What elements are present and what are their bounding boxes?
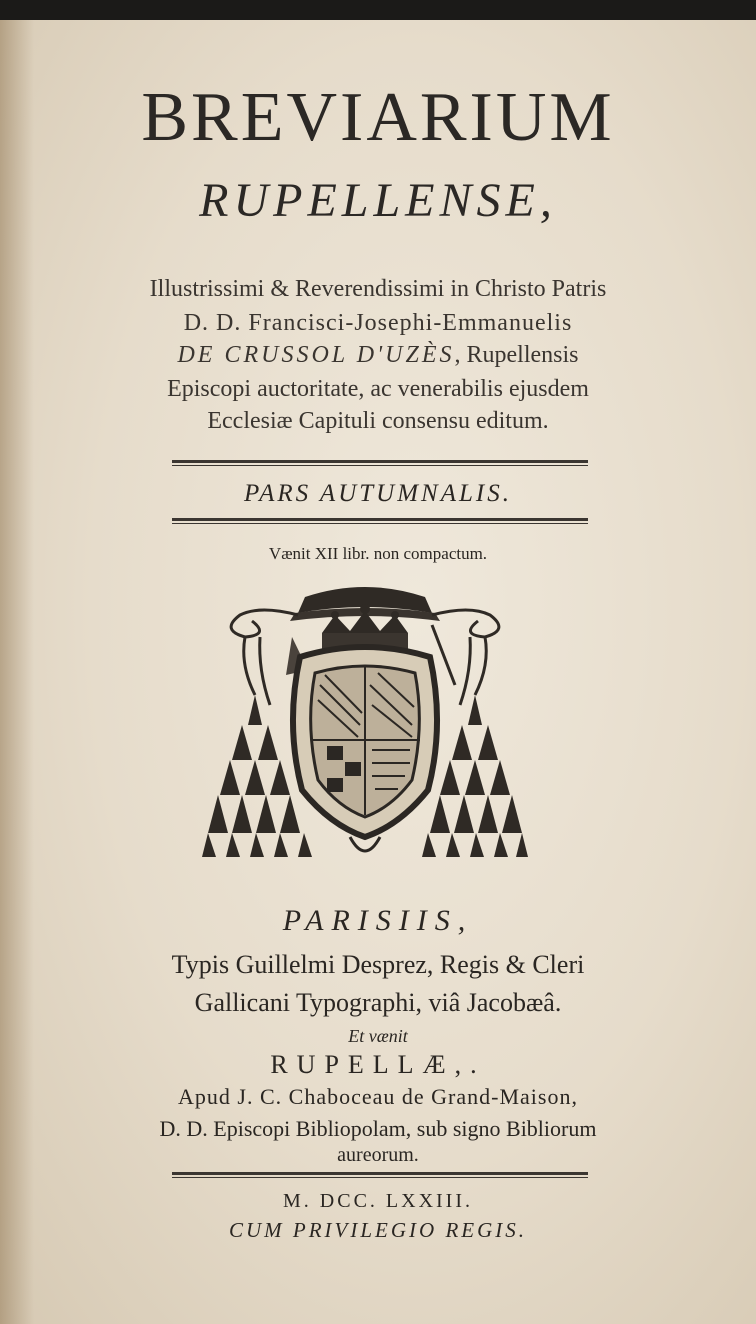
royal-privilege: CUM PRIVILEGIO REGIS. [228, 1218, 528, 1242]
dedication-line-5: Ecclesiæ Capituli consensu editum. [207, 408, 549, 434]
dedication-line-4: Episcopi auctoritate, ac venerabilis ejusdem [167, 376, 589, 402]
bottom-rule-thin [172, 1177, 588, 1178]
printer-line-2: Gallicani Typographi, viâ Jacobæâ. [194, 988, 562, 1017]
part-rule [172, 518, 588, 521]
dedication-line-2: D. D. Francisci-Josephi-Emmanuelis [183, 310, 573, 336]
top-rule [172, 460, 588, 463]
book-title: BREVIARIUM [141, 79, 615, 156]
et-vaenit: Et vænit [348, 1026, 408, 1046]
publication-year: M. DCC. LXXIII. [283, 1190, 473, 1212]
bookseller-line-3: aureorum. [337, 1144, 419, 1166]
part-name: PARS AUTUMNALIS. [244, 480, 512, 507]
coat-of-arms-engraving [200, 575, 530, 895]
imprint-place: PARISIIS, [282, 904, 474, 937]
dedication-line-1: Illustrissimi & Reverendissimi in Christo Patris [149, 276, 607, 302]
ducal-crown [322, 604, 408, 651]
top-rule-thin [172, 465, 588, 466]
imprint-city-2: RUPELLÆ,. [270, 1050, 486, 1079]
bishop-name: DE CRUSSOL D'UZÈS [177, 342, 455, 368]
part-rule-thin [172, 523, 588, 524]
title-page [0, 20, 756, 1324]
dedication-line-3-rest: , Rupellensis [454, 342, 579, 368]
price-note: Vænit XII libr. non compactum. [268, 544, 488, 563]
bookseller-line-1: Apud J. C. Chaboceau de Grand-Maison, [178, 1084, 578, 1109]
book-subtitle: RUPELLENSE, [199, 174, 557, 227]
bottom-rule [172, 1172, 588, 1175]
dedication-line-3 [0, 342, 756, 369]
printer-line-1: Typis Guillelmi Desprez, Regis & Cleri [171, 950, 585, 979]
bookseller-line-2: D. D. Episcopi Bibliopolam, sub signo Bibliorum [159, 1116, 597, 1141]
